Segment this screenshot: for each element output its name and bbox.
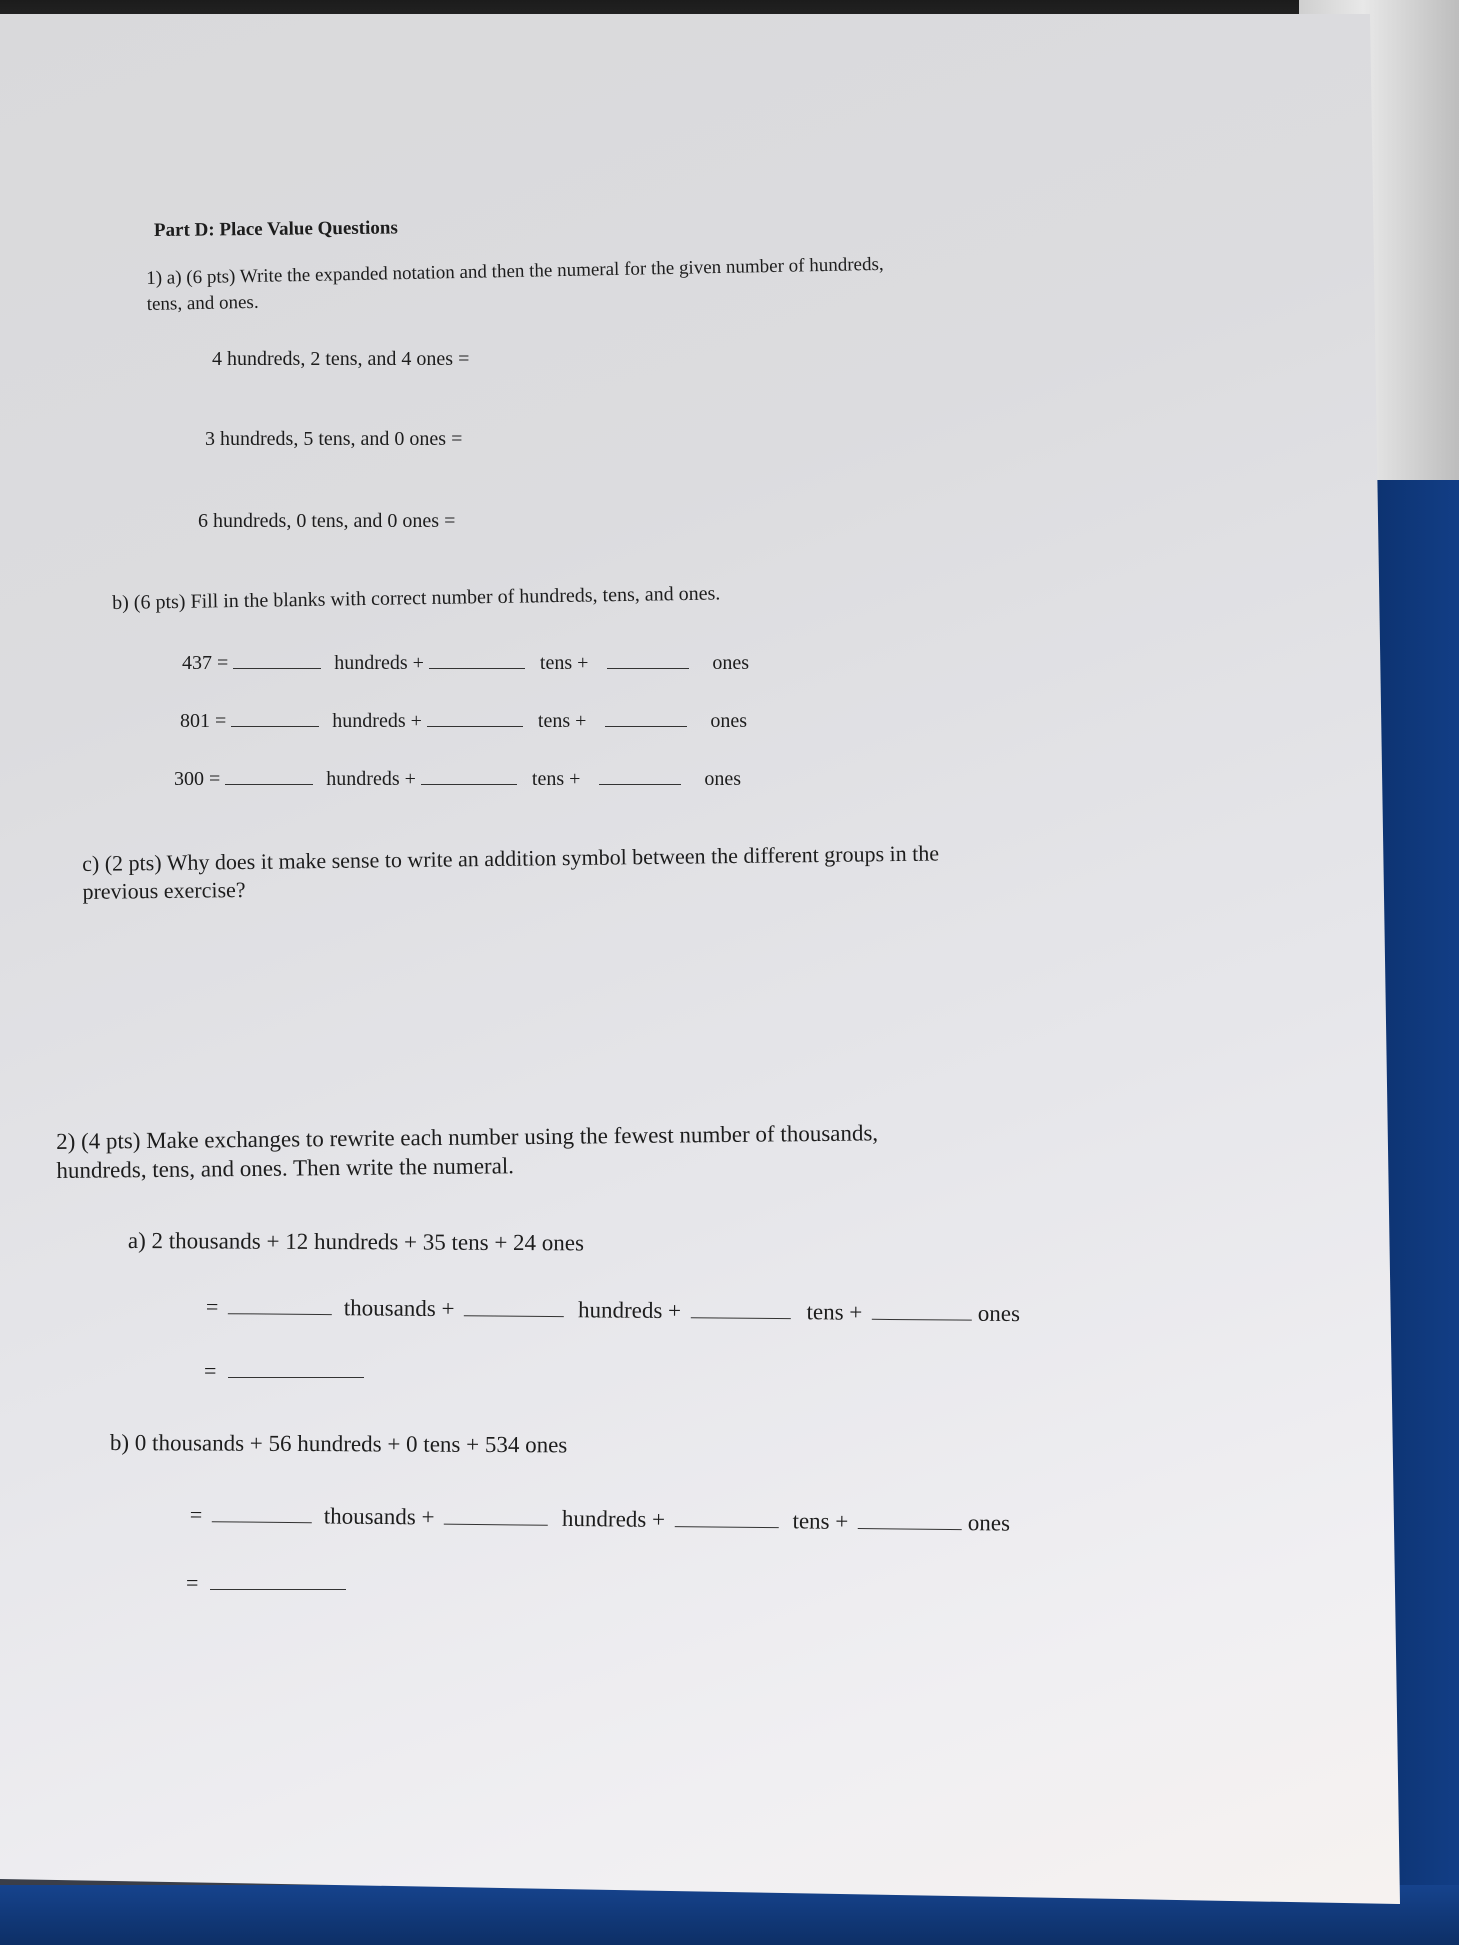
question-1c-line2: previous exercise? [82,876,246,904]
tens-label: tens + [792,1508,849,1534]
ones-label: ones [704,768,742,790]
hundreds-blank[interactable] [233,650,321,669]
thousands-label: thousands + [323,1503,435,1530]
question-2b-expanded-row [190,1502,1010,1537]
row-number: 801 = [180,710,227,732]
question-1b-prompt: b) (6 pts) Fill in the blanks with correct number of hundreds, tens, and ones. [112,582,721,614]
numeral-blank[interactable] [210,1571,346,1590]
tens-blank[interactable] [421,766,517,785]
tens-blank[interactable] [429,650,525,669]
ones-label: ones [977,1300,1021,1327]
question-1b-row-1 [182,650,749,675]
question-2a-expanded-row [206,1294,1020,1327]
tens-label: tens + [539,652,589,674]
hundreds-label: hundreds + [334,652,424,674]
question-1c-prompt [82,840,940,905]
ones-blank[interactable] [872,1301,972,1321]
hundreds-label: hundreds + [332,710,422,732]
question-1c-line1: c) (2 pts) Why does it make sense to write an addition symbol between the different groups in the [82,840,940,876]
equals-sign: = [204,1358,217,1383]
thousands-blank[interactable] [212,1503,312,1523]
numeral-blank[interactable] [228,1359,364,1378]
thousands-blank[interactable] [228,1295,332,1315]
tens-blank[interactable] [691,1299,791,1319]
row-number: 437 = [182,652,229,674]
tens-label: tens + [806,1299,863,1325]
row-number: 300 = [174,768,221,790]
thousands-label: thousands + [343,1295,455,1322]
question-1a-item-3: 6 hundreds, 0 tens, and 0 ones = [198,510,456,532]
hundreds-label: hundreds + [577,1297,682,1324]
ones-label: ones [712,652,750,674]
question-2-line2: hundreds, tens, and ones. Then write the numeral. [56,1152,515,1183]
question-2b-numeral-row [186,1570,346,1596]
equals-sign: = [205,1294,219,1320]
question-1a-item-2: 3 hundreds, 5 tens, and 0 ones = [205,428,463,450]
tens-blank[interactable] [427,708,523,727]
hundreds-blank[interactable] [444,1506,548,1526]
ones-label: ones [710,710,748,732]
equals-sign: = [189,1502,203,1528]
question-1a-line2: tens, and ones. [146,291,259,315]
hundreds-label: hundreds + [561,1505,666,1532]
question-2a-numeral-row [204,1358,364,1384]
hundreds-blank[interactable] [464,1297,564,1317]
question-1a-item-1: 4 hundreds, 2 tens, and 4 ones = [212,348,470,370]
tens-label: tens + [537,710,587,732]
equals-sign: = [186,1570,199,1595]
hundreds-blank[interactable] [231,708,319,727]
question-2b-expression: b) 0 thousands + 56 hundreds + 0 tens + 534 ones [109,1430,568,1458]
question-1a-line1: 1) a) (6 pts) Write the expanded notation and then the numeral for the given number of hundreds, [146,253,884,289]
ones-blank[interactable] [605,708,687,727]
ones-blank[interactable] [599,766,681,785]
tens-label: tens + [531,768,581,790]
question-2-line1: 2) (4 pts) Make exchanges to rewrite each number using the fewest number of thousands, [56,1120,879,1154]
ones-blank[interactable] [607,650,689,669]
hundreds-label: hundreds + [326,768,416,790]
question-2-prompt [56,1119,879,1185]
ones-label: ones [967,1510,1011,1536]
hundreds-blank[interactable] [225,766,313,785]
part-title: Part D: Place Value Questions [153,217,398,241]
question-2a-expression: a) 2 thousands + 12 hundreds + 35 tens + 24 ones [127,1228,585,1256]
ones-blank[interactable] [858,1510,962,1530]
tens-blank[interactable] [675,1508,779,1528]
question-1b-row-2 [180,708,747,733]
question-1b-row-3 [174,766,741,791]
question-1a-prompt [146,252,884,317]
